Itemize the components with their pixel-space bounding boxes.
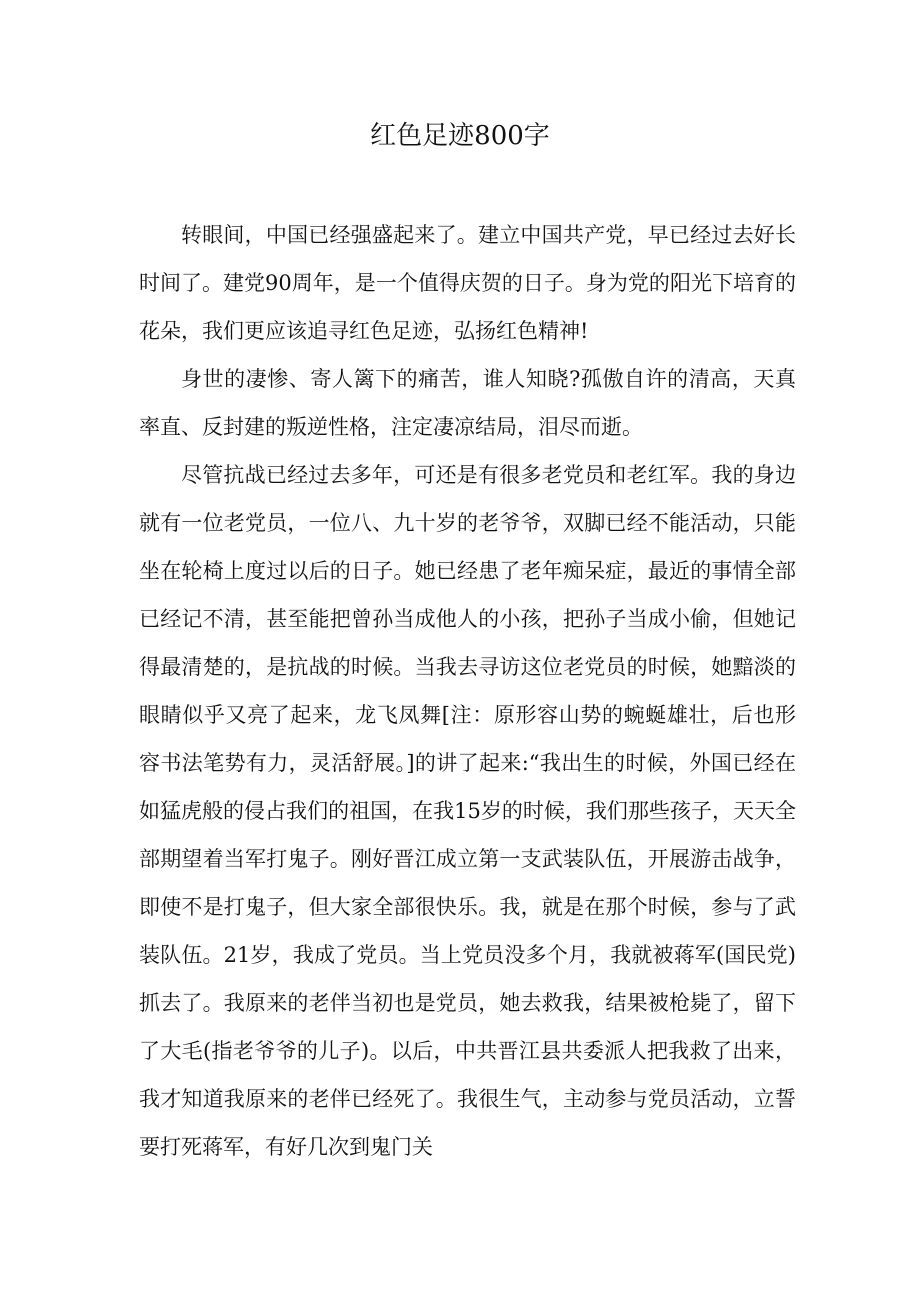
document-body — [139, 211, 796, 1171]
paragraph-2: 身世的凄惨、寄人篱下的痛苦，谁人知晓?孤傲自许的清高，天真率直、反封建的叛逆性格，注定凄凉结局，泪尽而逝。 — [139, 367, 796, 439]
paragraph-1: 转眼间，中国已经强盛起来了。建立中国共产党，早已经过去好长时间了。建党90周年，是一个值得庆贺的日子。身为党的阳光下培育的花朵，我们更应该追寻红色足迹，弘扬红色精神! — [139, 223, 796, 343]
paragraph-3: 尽管抗战已经过去多年，可还是有很多老党员和老红军。我的身边就有一位老党员，一位八、九十岁的老爷爷，双脚已经不能活动，只能坐在轮椅上度过以后的日子。她已经患了老年痴呆症，最近的事情全部已经记不清，甚至能把曾孙当成他人的小孩，把孙子当成小偷，但她记得最清楚的，是抗战的时候。当我去寻访这位老党员的时候，她黯淡的眼睛似乎又亮了起来，龙飞凤舞[注：原形容山势的蜿蜒雄壮，后也形容书法笔势有力，灵活舒展。]的讲了起来:“我出生的时候，外国已经在如猛虎般的侵占我们的祖国，在我15岁的时候，我们那些孩子，天天全部期望着当军打鬼子。刚好晋江成立第一支武装队伍，开展游击战争，即使不是打鬼子，但大家全部很快乐。我，就是在那个时候，参与了武装队伍。21岁，我成了党员。当上党员没多个月，我就被蒋军(国民党)抓去了。我原来的老伴当初也是党员，她去救我，结果被枪毙了，留下了大毛(指老爷爷的儿子)。以后，中共晋江县共委派人把我救了出来，我才知道我原来的老伴已经死了。我很生气，主动参与党员活动，立誓要打死蒋军，有好几次到鬼门关 — [139, 463, 796, 1159]
document-title: 红色足迹800字 — [370, 121, 550, 151]
